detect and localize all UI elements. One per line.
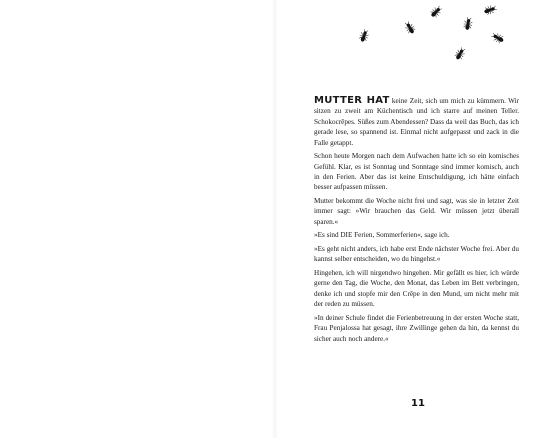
chapter-text — [314, 96, 519, 347]
paragraph-4: »Es sind DIE Ferien, Sommerferien«, sage ich. — [314, 231, 450, 240]
paragraph-6: Hingehen, ich will nirgendwo hingehen. Mir gefällt es hier, ich würde gerne den Tag, die Woche, den Monat, das Leben im Bett verbringen, denke ich und stopfe mir den Crêpe in den Mund, um nicht mehr mit der reden zu müssen. — [314, 269, 519, 309]
paragraph-5: »Es geht nicht anders, ich habe erst Ende nächster Woche frei. Aber du kannst selber entscheiden, wo du hingehst.« — [314, 245, 519, 264]
ant-icon — [483, 4, 497, 16]
paragraph-1 — [314, 96, 519, 148]
paragraph-3: Mutter bekommt die Woche nicht frei und sagt, was sie in letzter Zeit immer sagt: »Wir brauchen das Geld. Wir müssen jetzt überall sparen.« — [314, 197, 519, 226]
ant-icon — [403, 20, 416, 35]
ants-icon — [340, 2, 520, 62]
ant-icon — [358, 28, 370, 42]
page-number: 11 — [411, 398, 425, 409]
paragraph-2: Schon heute Morgen nach dem Aufwachen hatte ich so ein komisches Gefühl. Klar, es ist Sonntag und Sonntage sind immer komisch, auch in den Ferien. Aber das ist keine Entschuldigung, ich hätte einfach besser aufpassen müssen. — [314, 152, 519, 192]
chapter-opening-words: MUTTER HAT — [314, 95, 390, 106]
paragraph-1-text: keine Zeit, sich um mich zu kümmern. Wir sitzen zu zweit am Küchentisch und ich starre auf meinen Teller. Schokocrêpes. Süßes zum Abendessen? Dass da weil das Buch, das ich gerade lese, so spannend ist. Einmal nicht aufgepasst und zack in die Falle getappt. — [314, 97, 520, 147]
paragraph-7: »In deiner Schule findet die Ferienbetreuung in der ersten Woche statt, Frau Penjalossa hat gesagt, ihre Zwillinge gehen da hin, da kennst du sicher auch noch andere.« — [314, 313, 519, 343]
ant-icon — [454, 46, 467, 61]
ant-icon — [490, 31, 505, 44]
ant-icon — [463, 17, 473, 30]
page-gutter — [272, 0, 278, 438]
ant-icon — [429, 4, 443, 18]
